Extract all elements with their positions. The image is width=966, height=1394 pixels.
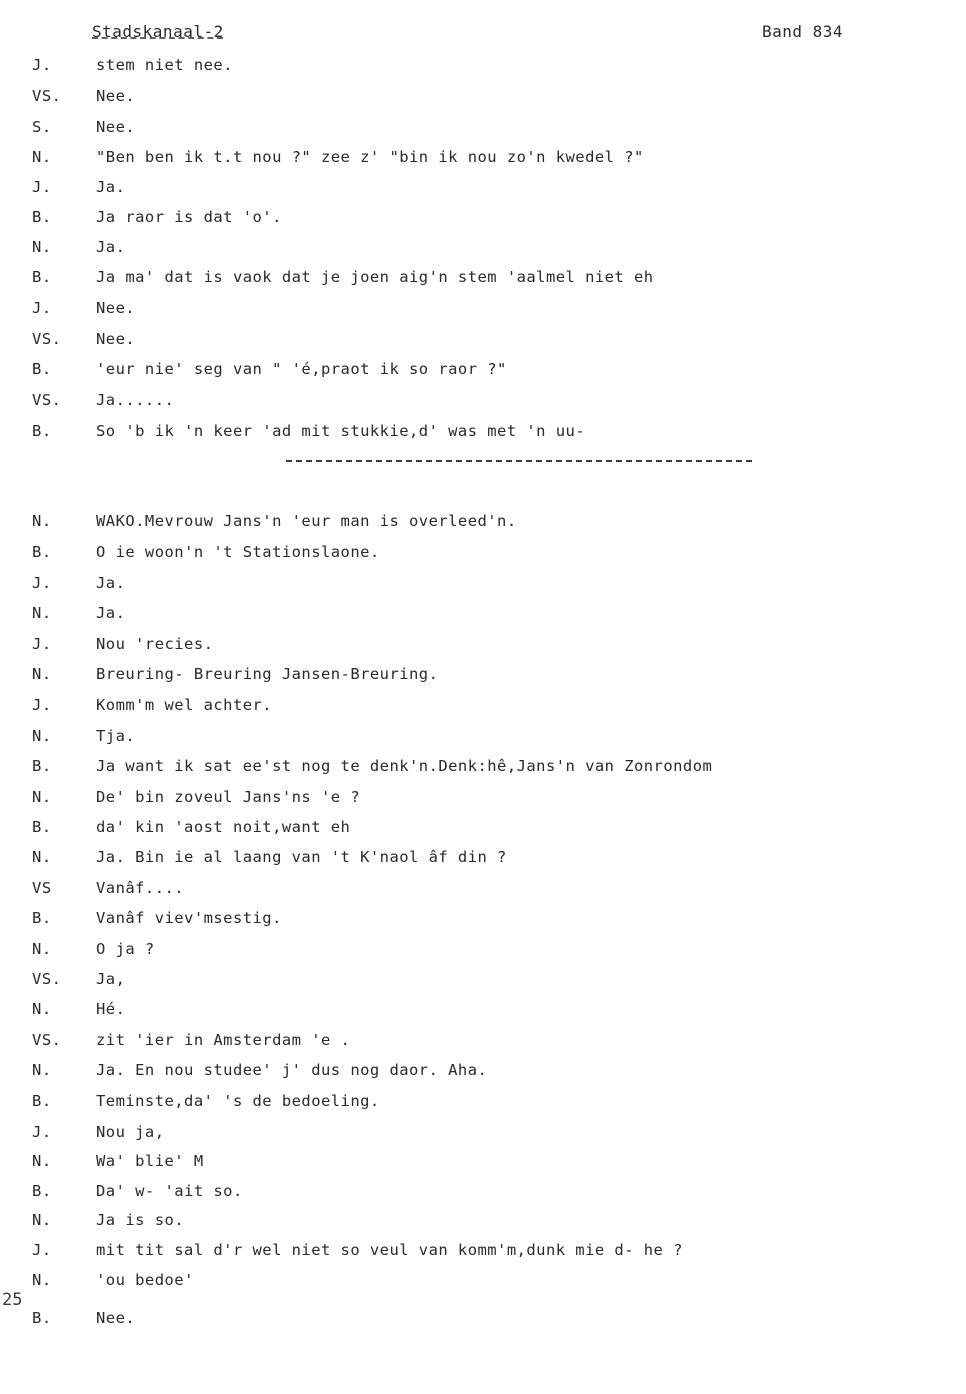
transcript-line [0,510,966,532]
transcript-line [0,1059,966,1081]
utterance-text: Ja is so. [96,1211,185,1229]
band-number: Band 834 [762,22,844,41]
transcript-line [0,602,966,624]
transcript-line [0,1090,966,1112]
transcript-line [0,328,966,350]
speaker-label: B. [32,268,52,286]
utterance-text: Ja ma' dat is vaok dat je joen aig'n stem 'aalmel niet eh [96,268,654,286]
utterance-text: Ja, [96,970,126,988]
transcript-line [0,572,966,594]
utterance-text: Ja. [96,178,126,196]
speaker-label: N. [32,940,52,958]
utterance-text: Nou 'recies. [96,635,214,653]
transcript-line [0,755,966,777]
utterance-text: Ja...... [96,391,175,409]
document-title: Stadskanaal-2 [92,22,224,41]
speaker-label: J. [32,299,52,317]
speaker-label: J. [32,1123,52,1141]
speaker-label: VS. [32,970,62,988]
utterance-text: Nee. [96,87,136,105]
speaker-label: J. [32,56,52,74]
utterance-text: Da' w- 'ait so. [96,1182,243,1200]
utterance-text: Ja. [96,238,126,256]
transcript-line [0,938,966,960]
transcript-line [0,85,966,107]
utterance-text: Nee. [96,299,136,317]
speaker-label: VS. [32,330,62,348]
speaker-label: J. [32,696,52,714]
speaker-label: N. [32,727,52,745]
speaker-label: J. [32,1241,52,1259]
transcript-line [0,1029,966,1051]
utterance-text: O ja ? [96,940,155,958]
speaker-label: N. [32,512,52,530]
utterance-text: Breuring- Breuring Jansen-Breuring. [96,665,439,683]
transcript-line [0,694,966,716]
transcript-line [0,266,966,288]
transcript-line [0,389,966,411]
speaker-label: B. [32,757,52,775]
transcript-line [0,297,966,319]
speaker-label: B. [32,1092,52,1110]
transcript-line [0,1121,966,1143]
speaker-label: N. [32,1211,52,1229]
section-divider [286,460,752,462]
transcript-line [0,1269,966,1291]
speaker-label: N. [32,604,52,622]
speaker-label: B. [32,360,52,378]
transcript-line [0,176,966,198]
utterance-text: Nee. [96,330,136,348]
utterance-text: Tja. [96,727,136,745]
speaker-label: N. [32,148,52,166]
utterance-text: Nou ja, [96,1123,165,1141]
speaker-label: S. [32,118,52,136]
utterance-text: 'eur nie' seg van " 'é,praot ik so raor ?" [96,360,507,378]
utterance-text: Ja raor is dat 'o'. [96,208,282,226]
utterance-text: 'ou bedoe' [96,1271,194,1289]
transcript-line [0,725,966,747]
transcript-line [0,54,966,76]
utterance-text: Ja. En nou studee' j' dus nog daor. Aha. [96,1061,488,1079]
utterance-text: Hé. [96,1000,126,1018]
utterance-text: So 'b ik 'n keer 'ad mit stukkie,d' was met 'n uu- [96,422,586,440]
speaker-label: N. [32,1152,52,1170]
utterance-text: Ja. Bin ie al laang van 't K'naol âf din ? [96,848,507,866]
speaker-label: N. [32,788,52,806]
utterance-text: Nee. [96,1309,136,1327]
speaker-label: VS. [32,391,62,409]
speaker-label: B. [32,1309,52,1327]
transcript-line [0,968,966,990]
transcript-line [0,877,966,899]
utterance-text: da' kin 'aost noit,want eh [96,818,351,836]
utterance-text: Wa' blie' M [96,1152,204,1170]
utterance-text: Ja. [96,604,126,622]
speaker-label: B. [32,909,52,927]
speaker-label: N. [32,1271,52,1289]
speaker-label: N. [32,848,52,866]
transcript-line [0,146,966,168]
speaker-label: N. [32,238,52,256]
utterance-text: Teminste,da' 's de bedoeling. [96,1092,380,1110]
utterance-text: Ja want ik sat ee'st nog te denk'n.Denk:hê,Jans'n van Zonrondom [96,757,713,775]
utterance-text: De' bin zoveul Jans'ns 'e ? [96,788,361,806]
transcript-line [0,907,966,929]
transcript-line [0,116,966,138]
speaker-label: J. [32,574,52,592]
utterance-text: mit tit sal d'r wel niet so veul van komm'm,dunk mie d- he ? [96,1241,683,1259]
transcript-line [0,1150,966,1172]
speaker-label: N. [32,665,52,683]
utterance-text: O ie woon'n 't Stationslaone. [96,543,380,561]
utterance-text: WAKO.Mevrouw Jans'n 'eur man is overleed'n. [96,512,517,530]
transcript-line [0,816,966,838]
transcript-line [0,1307,966,1329]
speaker-label: VS [32,879,52,897]
transcript-line [0,1180,966,1202]
transcript-line [0,358,966,380]
speaker-label: J. [32,178,52,196]
utterance-text: Vanâf.... [96,879,185,897]
speaker-label: N. [32,1000,52,1018]
utterance-text: Nee. [96,118,136,136]
utterance-text: "Ben ben ik t.t nou ?" zee z' "bin ik nou zo'n kwedel ?" [96,148,644,166]
utterance-text: stem niet nee. [96,56,233,74]
utterance-text: Vanâf viev'msestig. [96,909,282,927]
utterance-text: Ja. [96,574,126,592]
transcript-line [0,206,966,228]
transcript-line [0,1209,966,1231]
speaker-label: J. [32,635,52,653]
speaker-label: B. [32,1182,52,1200]
transcript-line [0,541,966,563]
speaker-label: B. [32,543,52,561]
transcript-line [0,846,966,868]
speaker-label: VS. [32,87,62,105]
utterance-text: Komm'm wel achter. [96,696,273,714]
speaker-label: VS. [32,1031,62,1049]
transcript-line [0,786,966,808]
speaker-label: B. [32,208,52,226]
transcript-line [0,663,966,685]
margin-note: 25 [2,1290,23,1310]
speaker-label: B. [32,422,52,440]
speaker-label: B. [32,818,52,836]
utterance-text: zit 'ier in Amsterdam 'e . [96,1031,351,1049]
transcript-line [0,236,966,258]
speaker-label: N. [32,1061,52,1079]
transcript-line [0,1239,966,1261]
transcript-line [0,633,966,655]
transcript-line [0,998,966,1020]
transcript-line [0,420,966,442]
